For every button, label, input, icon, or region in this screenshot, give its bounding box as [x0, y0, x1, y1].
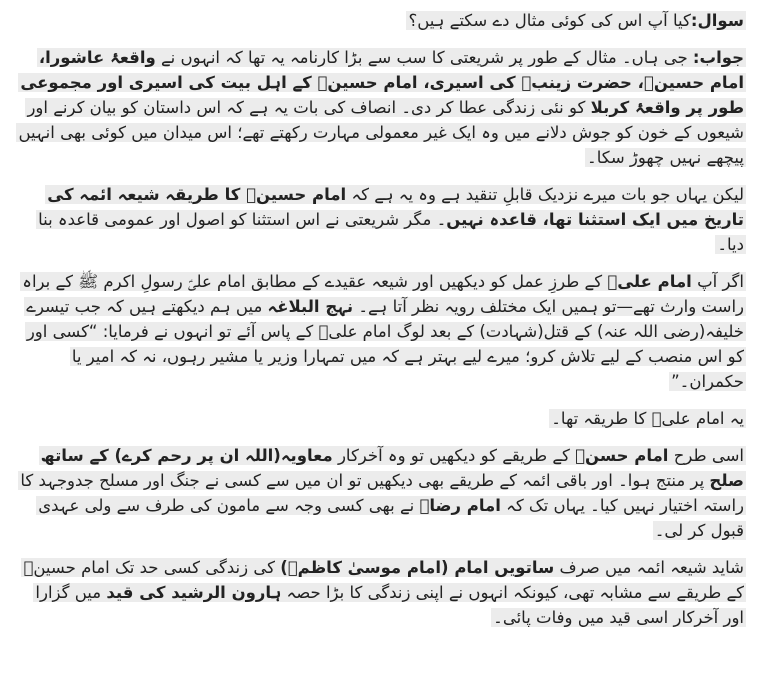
text-segment: امام علیؑ: [607, 272, 692, 291]
text-segment: ساتویں امام (امام موسیٰ کاظمؑ): [280, 558, 555, 577]
question-paragraph: [18, 8, 746, 33]
imam-ali-paragraph: [18, 269, 746, 394]
text-segment: ہارون الرشید کی قید: [106, 583, 282, 602]
text-segment: کے طریقے کو دیکھیں تو وہ آخرکار: [332, 446, 576, 465]
text-segment: جواب:: [692, 48, 744, 67]
text-segment: امام حسینؑ کا طریقہ شیعہ ائمہ کی تاریخ میں ایک استثنا تھا، قاعدہ نہیں: [47, 185, 744, 229]
text-segment: جی ہاں۔ مثال کے طور پر شریعتی کا سب سے بڑا کارنامہ یہ تھا کہ انہوں نے: [155, 48, 693, 67]
text-segment: ۔ مگر شریعتی نے اس استثنا کو اصول اور عمومی قاعدہ بنا دیا۔: [38, 210, 744, 254]
text-segment: کو نئی زندگی عطا کر دی۔ انصاف کی بات یہ ہے کہ اس داستان کو بیان کرنے اور شیعوں کے خون کو جوش دلانے میں وہ ایک غیر معمولی مہارت رکھتے تھے؛ اس میدان میں کوئی بھی انہیں پیچھے نہیں چھوڑ سکا۔: [18, 98, 744, 167]
answer-paragraph: [18, 45, 746, 170]
text-segment: میں ہم دیکھتے ہیں کہ جب تیسرے خلیفہ(رضی اللہ عنہ) کے قتل(شہادت) کے بعد لوگ امام علیؑ کے پاس آئے تو انہوں نے فرمایا: “کسی اور کو اس منصب کے لیے تلاش کرو؛ میرے لیے بہتر ہے کہ میں تمہارا وزیر یا مشیر رہوں، نہ کہ امیر یا حکمران۔”: [26, 297, 744, 391]
seventh-imam-paragraph: [18, 555, 746, 630]
text-segment: اسی طرح: [668, 446, 744, 465]
text-segment: معاویہ(اللہ ان پر رحم کرے) کے ساتھ صلح: [40, 446, 744, 490]
text-segment: کے طرزِ عمل کو دیکھیں اور شیعہ عقیدے کے مطابق امام علیؑ رسولِ اکرم ﷺ کے براہ راست وارث تھے—تو ہمیں ایک مختلف رویہ نظر آتا ہے۔: [22, 272, 744, 316]
text-segment: لیکن یہاں جو بات میرے نزدیک قابلِ تنقید ہے وہ یہ ہے کہ: [346, 185, 744, 204]
text-segment: اگر آپ: [691, 272, 744, 291]
text-segment: واقعۂ عاشورا، امام حسینؑ، حضرت زینبؑ کی اسیری، امام حسینؑ کے اہل بیت کی اسیری اور مجموعی طور پر واقعۂ کربلا: [20, 48, 744, 117]
text-segment: میں گزارا اور آخرکار اسی قید میں وفات پائی۔: [35, 583, 744, 627]
text-segment: نے بھی کسی وجہ سے مامون کی طرف سے ولی عہدی قبول کر لی۔: [38, 496, 744, 540]
text-segment: امام رضاؑ: [419, 496, 501, 515]
text-segment: امام حسنؑ: [575, 446, 669, 465]
text-segment: کی زندگی کسی حد تک امام حسینؑ کے طریقے سے مشابہ تھی، کیونکہ انہوں نے اپنی زندگی کا بڑا حصہ: [23, 558, 744, 602]
text-segment: پر منتج ہوا۔ اور باقی ائمہ کے طریقے بھی دیکھیں تو ان میں سے کسی نے جنگ اور مسلح جدوجہد کا راستہ اختیار نہیں کیا۔ یہاں تک کہ: [20, 471, 744, 515]
text-segment: یہ امام علیؑ کا طریقہ تھا۔: [551, 409, 744, 428]
text-segment: شاید شیعہ ائمہ میں صرف: [554, 558, 744, 577]
exception-paragraph: [18, 182, 746, 257]
text-segment: سوال:: [690, 11, 744, 30]
text-segment: نہج البلاغہ: [267, 297, 354, 316]
imam-ali-method-paragraph: [18, 406, 746, 431]
text-segment: کیا آپ اس کی کوئی مثال دے سکتے ہیں؟: [408, 11, 691, 30]
imam-hasan-paragraph: [18, 443, 746, 543]
